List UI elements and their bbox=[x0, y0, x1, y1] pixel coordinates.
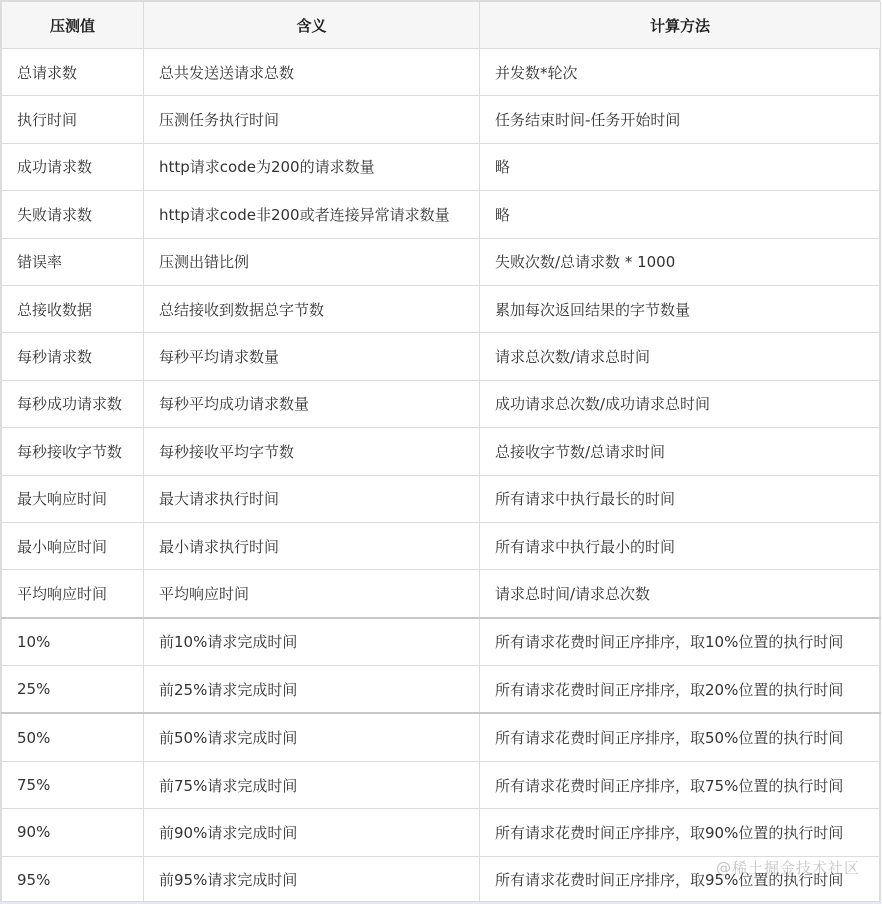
table-row bbox=[2, 761, 881, 808]
table-row bbox=[2, 618, 881, 666]
cell-calculation: 所有请求花费时间正序排序，取10%位置的执行时间 bbox=[480, 618, 881, 666]
table-row bbox=[2, 333, 881, 380]
cell-metric: 最大响应时间 bbox=[2, 475, 144, 522]
cell-calculation: 所有请求花费时间正序排序，取90%位置的执行时间 bbox=[480, 809, 881, 856]
cell-meaning: 总结接收到数据总字节数 bbox=[144, 285, 480, 332]
cell-meaning: 每秒平均请求数量 bbox=[144, 333, 480, 380]
cell-metric: 总请求数 bbox=[2, 49, 144, 96]
table-row bbox=[2, 238, 881, 285]
table-row bbox=[2, 191, 881, 238]
cell-meaning: 最小请求执行时间 bbox=[144, 522, 480, 569]
cell-calculation: 略 bbox=[480, 143, 881, 190]
cell-metric: 90% bbox=[2, 809, 144, 856]
cell-meaning: 前75%请求完成时间 bbox=[144, 761, 480, 808]
cell-meaning: 每秒接收平均字节数 bbox=[144, 428, 480, 475]
cell-meaning: http请求code非200或者连接异常请求数量 bbox=[144, 191, 480, 238]
cell-meaning: 压测出错比例 bbox=[144, 238, 480, 285]
table-row bbox=[2, 143, 881, 190]
table-row bbox=[2, 475, 881, 522]
cell-meaning: 最大请求执行时间 bbox=[144, 475, 480, 522]
cell-meaning: 前95%请求完成时间 bbox=[144, 856, 480, 903]
metrics-table bbox=[1, 1, 881, 904]
cell-meaning: 压测任务执行时间 bbox=[144, 96, 480, 143]
cell-calculation: 所有请求花费时间正序排序，取20%位置的执行时间 bbox=[480, 666, 881, 714]
cell-metric: 10% bbox=[2, 618, 144, 666]
table-row bbox=[2, 428, 881, 475]
table-row bbox=[2, 856, 881, 903]
cell-calculation: 请求总时间/请求总次数 bbox=[480, 570, 881, 618]
cell-metric: 每秒请求数 bbox=[2, 333, 144, 380]
table-row bbox=[2, 285, 881, 332]
cell-meaning: http请求code为200的请求数量 bbox=[144, 143, 480, 190]
cell-metric: 75% bbox=[2, 761, 144, 808]
table-row bbox=[2, 666, 881, 714]
cell-metric: 95% bbox=[2, 856, 144, 903]
header-metric: 压测值 bbox=[2, 2, 144, 49]
cell-calculation: 所有请求中执行最小的时间 bbox=[480, 522, 881, 569]
cell-meaning: 平均响应时间 bbox=[144, 570, 480, 618]
cell-calculation: 总接收字节数/总请求时间 bbox=[480, 428, 881, 475]
cell-calculation: 任务结束时间-任务开始时间 bbox=[480, 96, 881, 143]
cell-metric: 错误率 bbox=[2, 238, 144, 285]
cell-calculation: 并发数*轮次 bbox=[480, 49, 881, 96]
cell-calculation: 所有请求花费时间正序排序，取50%位置的执行时间 bbox=[480, 713, 881, 761]
cell-calculation: 成功请求总次数/成功请求总时间 bbox=[480, 380, 881, 427]
cell-calculation: 所有请求中执行最长的时间 bbox=[480, 475, 881, 522]
cell-calculation: 失败次数/总请求数 * 1000 bbox=[480, 238, 881, 285]
cell-metric: 25% bbox=[2, 666, 144, 714]
cell-meaning: 前50%请求完成时间 bbox=[144, 713, 480, 761]
table-row bbox=[2, 380, 881, 427]
cell-metric: 总接收数据 bbox=[2, 285, 144, 332]
header-calculation: 计算方法 bbox=[480, 2, 881, 49]
cell-metric: 成功请求数 bbox=[2, 143, 144, 190]
cell-calculation: 所有请求花费时间正序排序，取95%位置的执行时间 bbox=[480, 856, 881, 903]
header-row bbox=[2, 2, 881, 49]
cell-meaning: 前90%请求完成时间 bbox=[144, 809, 480, 856]
cell-calculation: 请求总次数/请求总时间 bbox=[480, 333, 881, 380]
table-row bbox=[2, 96, 881, 143]
cell-metric: 每秒接收字节数 bbox=[2, 428, 144, 475]
header-meaning: 含义 bbox=[144, 2, 480, 49]
cell-metric: 50% bbox=[2, 713, 144, 761]
watermark: @稀土掘金技术社区 bbox=[715, 859, 860, 877]
cell-meaning: 每秒平均成功请求数量 bbox=[144, 380, 480, 427]
cell-metric: 每秒成功请求数 bbox=[2, 380, 144, 427]
cell-metric: 平均响应时间 bbox=[2, 570, 144, 618]
table-row bbox=[2, 809, 881, 856]
table-row bbox=[2, 713, 881, 761]
cell-metric: 执行时间 bbox=[2, 96, 144, 143]
cell-metric: 失败请求数 bbox=[2, 191, 144, 238]
table-row bbox=[2, 522, 881, 569]
table-row bbox=[2, 570, 881, 618]
cell-metric: 最小响应时间 bbox=[2, 522, 144, 569]
cell-calculation: 累加每次返回结果的字节数量 bbox=[480, 285, 881, 332]
table-row bbox=[2, 49, 881, 96]
cell-calculation: 所有请求花费时间正序排序，取75%位置的执行时间 bbox=[480, 761, 881, 808]
cell-meaning: 前10%请求完成时间 bbox=[144, 618, 480, 666]
cell-meaning: 总共发送送请求总数 bbox=[144, 49, 480, 96]
cell-meaning: 前25%请求完成时间 bbox=[144, 666, 480, 714]
cell-calculation: 略 bbox=[480, 191, 881, 238]
